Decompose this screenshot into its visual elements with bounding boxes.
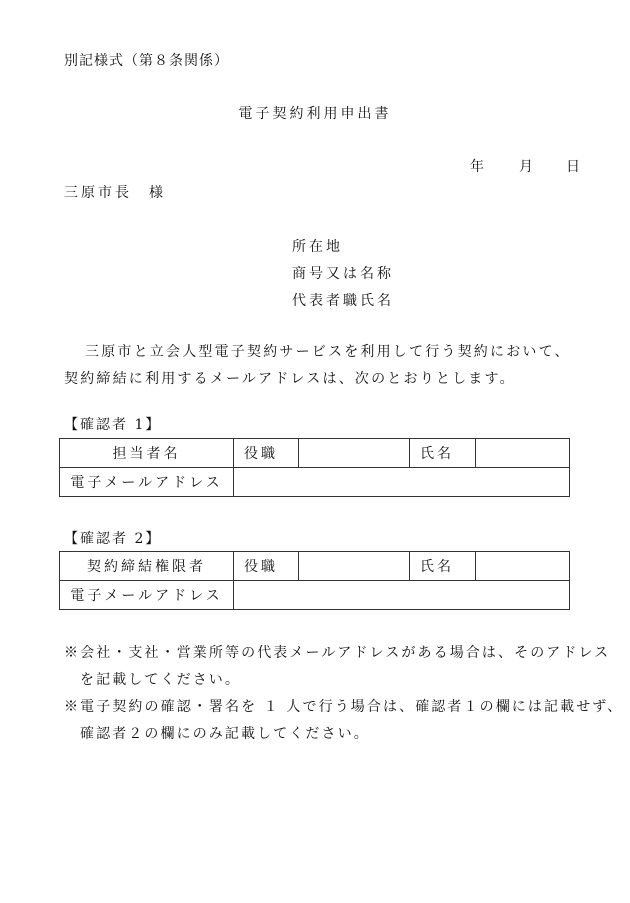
confirmer1-position-field[interactable] (299, 439, 410, 468)
confirmer2-name-field[interactable] (476, 552, 570, 581)
table-row (60, 552, 570, 581)
note-2-line-2: 確認者２の欄にのみ記載してください。 (80, 726, 370, 742)
body-text: 三原市と立会人型電子契約サービスを利用して行う契約において、契約締結に利用するメールアドレスは、次のとおりとします。 (64, 344, 571, 387)
confirmer1-position-label: 役職 (234, 439, 299, 468)
applicant-fields (292, 234, 394, 315)
confirmer2-position-field[interactable] (299, 552, 410, 581)
date-year-label: 年 (470, 159, 484, 175)
confirmer2-email-field[interactable] (234, 581, 570, 610)
table-row (60, 439, 570, 468)
date-day-label: 日 (566, 159, 580, 175)
confirmer1-table (59, 438, 570, 497)
document-title: 電子契約利用申出書 (238, 106, 392, 122)
confirmer1-email-field[interactable] (234, 468, 570, 497)
table-row (60, 581, 570, 610)
note-2-line-1: ※電子契約の確認・署名を １ 人で行う場合は、確認者１の欄には記載せず、 (64, 699, 624, 715)
confirmer2-email-label: 電子メールアドレス (60, 581, 234, 610)
applicant-representative-label: 代表者職氏名 (292, 293, 394, 309)
confirmer1-role-label: 担当者名 (60, 439, 234, 468)
form-label: 別記様式（第８条関係） (64, 53, 229, 69)
date-month-label: 月 (519, 159, 533, 175)
confirmer2-table (59, 551, 570, 610)
applicant-company-label: 商号又は名称 (292, 266, 394, 282)
confirmer2-name-label: 氏名 (410, 552, 476, 581)
note-1-line-2: を記載してください。 (80, 672, 241, 688)
confirmer2-heading: 【確認者 2】 (64, 531, 162, 547)
confirmer2-position-label: 役職 (234, 552, 299, 581)
confirmer2-role-label: 契約締結権限者 (60, 552, 234, 581)
confirmer1-heading: 【確認者 1】 (64, 417, 162, 433)
addressee: 三原市長 様 (64, 185, 166, 201)
confirmer1-email-label: 電子メールアドレス (60, 468, 234, 497)
applicant-address-label: 所在地 (292, 239, 343, 255)
note-1-line-1: ※会社・支社・営業所等の代表メールアドレスがある場合は、そのアドレス (64, 645, 611, 661)
confirmer1-name-label: 氏名 (410, 439, 476, 468)
notes (64, 640, 623, 748)
table-row (60, 468, 570, 497)
confirmer1-name-field[interactable] (476, 439, 570, 468)
